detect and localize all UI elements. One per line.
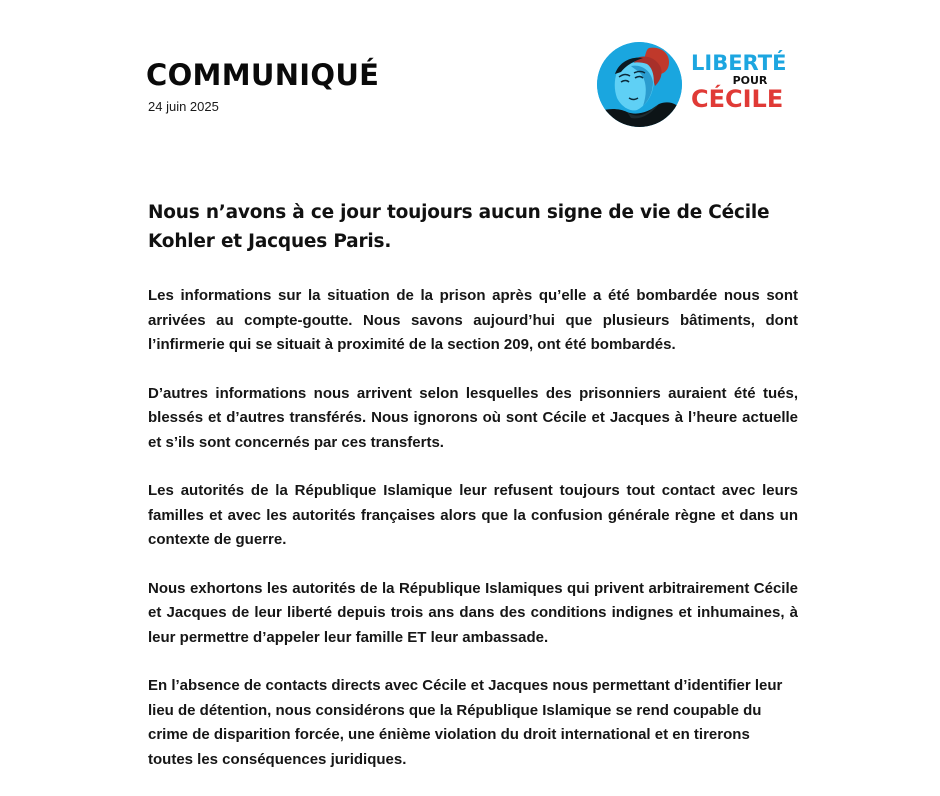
lead-statement: Nous n’avons à ce jour toujours aucun signe de vie de Cécile Kohler et Jacques Paris. (148, 202, 770, 252)
logo-cecile-text: CÉCILE (691, 85, 784, 113)
logo-wordmark (691, 52, 803, 111)
paragraph-appeal: Nous exhortons les autorités de la République Islamiques qui privent arbitrairement Cécile et Jacques de leur liberté depuis trois ans dans des conditions indignes et inhumaines, à leur permettre d’appeler leur famille ET leur ambassade. (148, 579, 798, 646)
document-header (0, 0, 940, 150)
logo-pour-text: POUR (732, 74, 768, 87)
publication-date: 24 juin 2025 (148, 99, 219, 114)
paragraph-prisoner-reports: D’autres informations nous arrivent selon lesquelles des prisonniers auraient été tués, blessés et d’autres transférés. Nous ignorons où sont Cécile et Jacques à l’heure actuelle et s’ils sont concernés par ces transferts. (148, 384, 798, 451)
logo-liberte-text: LIBERTÉ (691, 51, 787, 75)
page-title: COMMUNIQUÉ (146, 58, 380, 92)
communique-body (148, 198, 798, 796)
paragraph-contact-refused: Les autorités de la République Islamique leur refusent toujours tout contact avec leurs familles et avec les autorités françaises alors que la confusion générale règne et dans un contexte de guerre. (148, 482, 798, 548)
paragraph-prison-situation: Les informations sur la situation de la prison après qu’elle a été bombardée nous sont arrivées au compte-goutte. Nous savons aujourd’hui que plusieurs bâtiments, dont l’infirmerie qui se situait à proximité de la section 209, ont été bombardés. (148, 287, 798, 353)
paragraph-enforced-disappearance: En l’absence de contacts directs avec Cécile et Jacques nous permettant d’identifier leur lieu de détention, nous considérons que la République Islamique se rend coupable du crime de disparition forcée, une énième violation du droit international et en tirerons toutes les conséquences juridiques. (148, 677, 783, 768)
portrait-icon (597, 42, 682, 127)
liberte-pour-cecile-logo (597, 42, 807, 127)
portrait-illustration-icon (597, 42, 682, 127)
